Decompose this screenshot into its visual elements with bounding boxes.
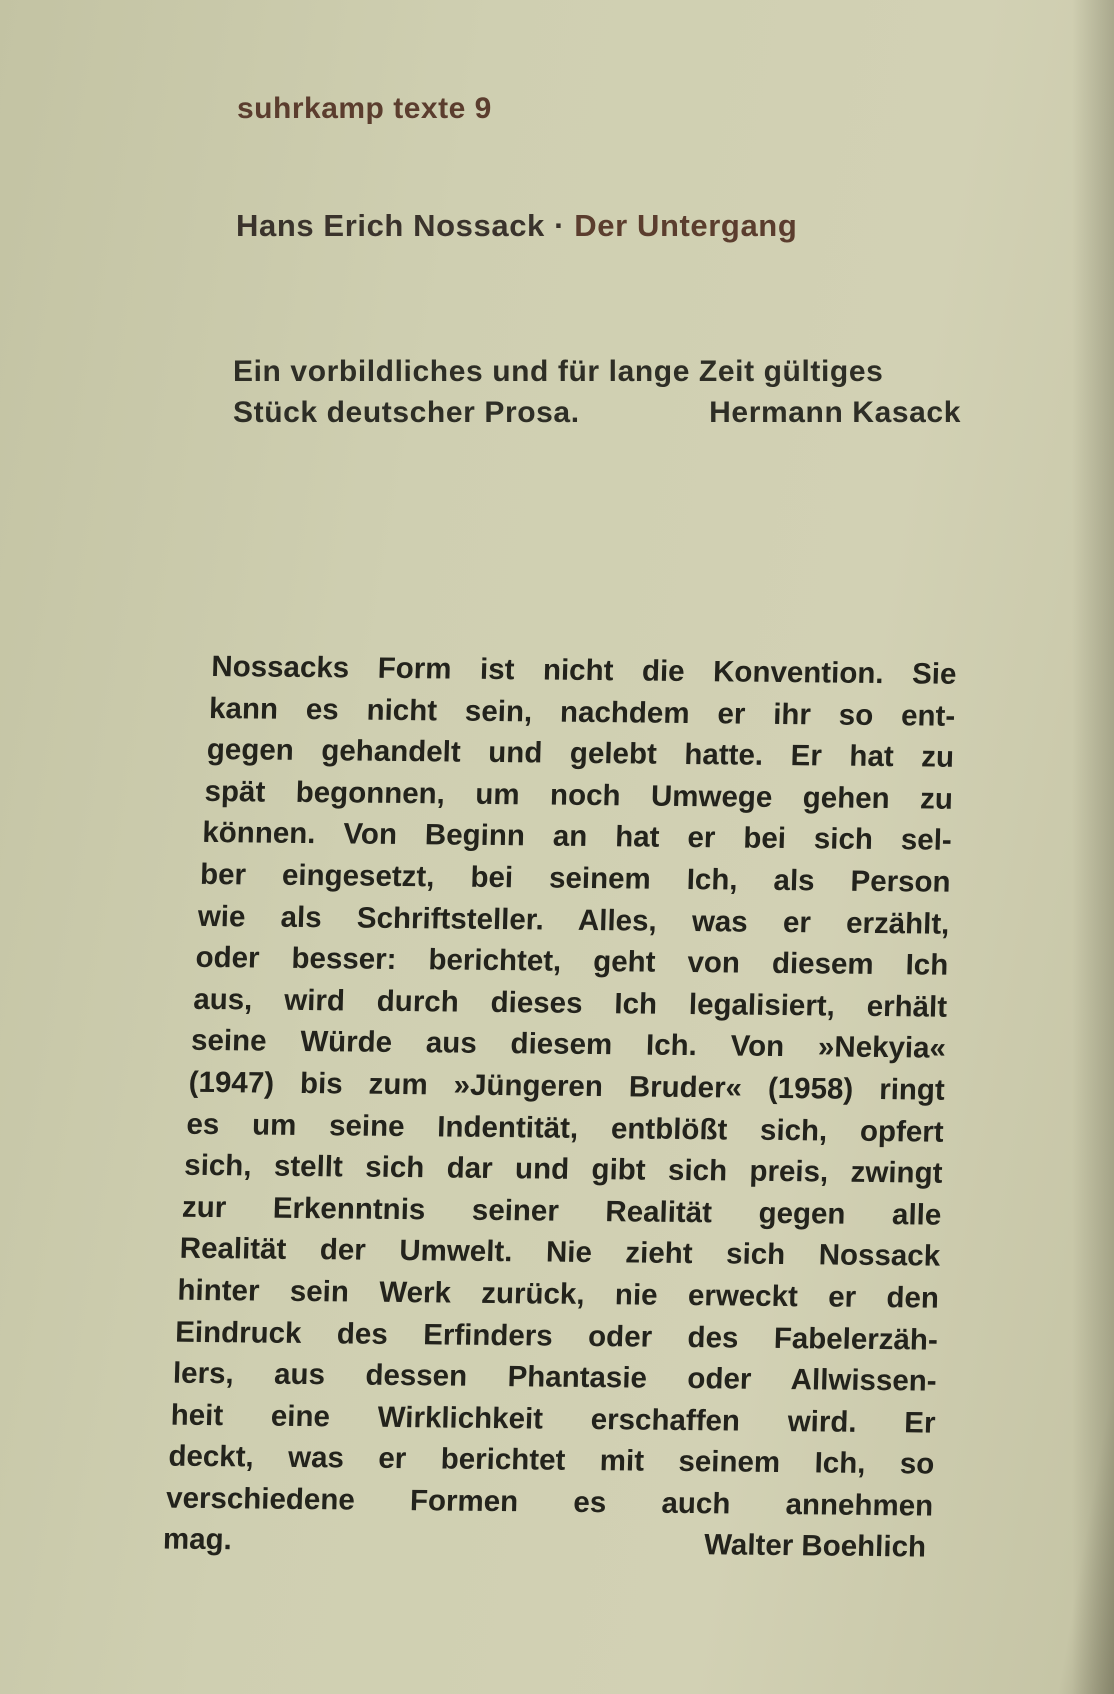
work-title: Der Untergang — [574, 208, 798, 243]
essay-line: lers, aus dessen Phantasie oder Allwissen- — [172, 1356, 938, 1398]
essay-line: oder besser: berichtet, geht von diesem Ich — [195, 941, 949, 982]
essay-line: heit eine Wirklichkeit erschaffen wird. Er — [170, 1398, 936, 1440]
title-separator: · — [554, 208, 566, 243]
quote-line — [233, 396, 961, 437]
quote-line — [233, 355, 961, 396]
essay-final-line — [162, 1519, 926, 1569]
essay-line: deckt, was er berichtet mit seinem Ich, so — [168, 1439, 935, 1481]
author-name: Hans Erich Nossack — [236, 208, 545, 243]
essay-line: seine Würde aus diesem Ich. Von »Nekyia« — [190, 1024, 947, 1066]
book-title-line — [236, 208, 797, 244]
blurb-quote — [233, 355, 961, 437]
essay-text — [162, 646, 957, 1569]
quote-text: Ein vorbildliches und für lange Zeit gültiges — [233, 355, 884, 388]
quote-attribution: Hermann Kasack — [709, 396, 961, 429]
essay-line: verschiedene Formen es auch annehmen — [165, 1481, 934, 1523]
essay-line: kann es nicht sein, nachdem er ihr so ent- — [208, 691, 956, 733]
essay-line: es um seine Indentität, entblößt sich, opfert — [186, 1107, 945, 1149]
essay-line: spät begonnen, um noch Umwege gehen zu — [204, 774, 954, 816]
quote-text: Stück deutscher Prosa. — [233, 396, 580, 429]
essay-line: gegen gehandelt und gelebt hatte. Er hat zu — [206, 733, 955, 774]
essay-line: aus, wird durch dieses Ich legalisiert, erhält — [192, 982, 948, 1024]
essay-line: wie als Schriftsteller. Alles, was er erzählt, — [197, 899, 950, 941]
series-label: suhrkamp texte 9 — [237, 92, 492, 125]
essay-line: hinter sein Werk zurück, nie erweckt er den — [177, 1273, 940, 1315]
essay-line: Realität der Umwelt. Nie zieht sich Nossack — [179, 1232, 941, 1273]
essay-line: mag. — [162, 1523, 233, 1557]
essay-attribution: Walter Boehlich — [703, 1528, 927, 1564]
essay-line: zur Erkenntnis seiner Realität gegen alle — [181, 1190, 942, 1232]
book-spine-edge — [1072, 0, 1114, 1694]
essay-line: Nossacks Form ist nicht die Konvention. Sie — [210, 649, 957, 691]
essay-line: (1947) bis zum »Jüngeren Bruder« (1958) ringt — [188, 1065, 946, 1107]
essay-line: ber eingesetzt, bei seinem Ich, als Person — [199, 857, 952, 899]
essay-line: können. Von Beginn an hat er bei sich sel- — [201, 816, 953, 858]
essay-line: Eindruck des Erfinders oder des Fabelerzäh- — [174, 1315, 939, 1357]
essay-line: sich, stellt sich dar und gibt sich preis, zwingt — [183, 1148, 943, 1190]
